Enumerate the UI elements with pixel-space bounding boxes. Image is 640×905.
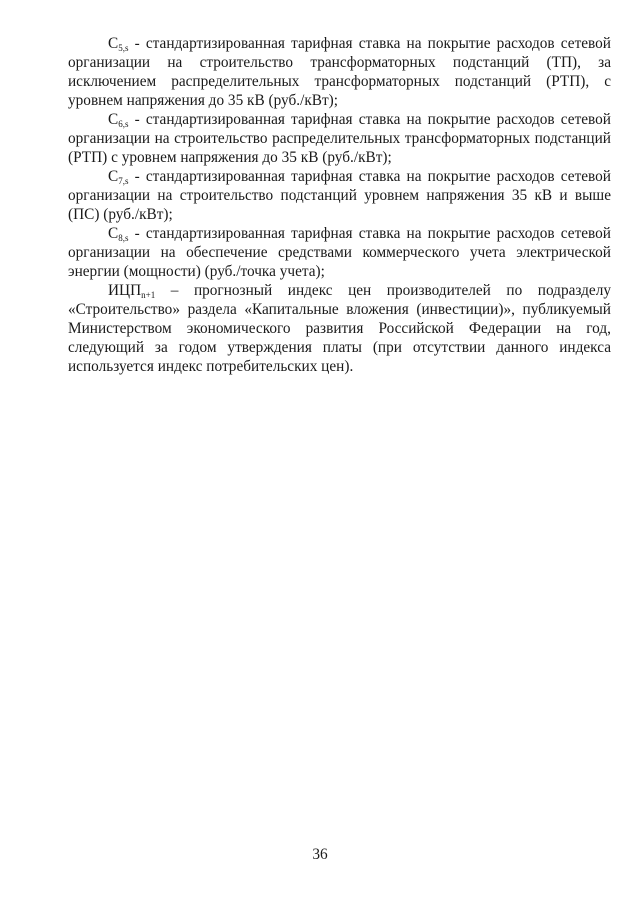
definition-c5-text: - стандартизированная тарифная ставка на покрытие расходов сетевой организации на строительство трансформаторных подстанций (ТП), за исключением распределительных трансформаторных подстанций (РТП), с уровнем напряжения до 35 кВ (руб./кВт); bbox=[68, 35, 611, 109]
page-number: 36 bbox=[312, 846, 328, 863]
definition-c7 bbox=[68, 167, 611, 224]
symbol-c7: $C_{7,s}$ bbox=[108, 168, 129, 186]
symbol-icp: $ИЦП_{n+1}$ bbox=[108, 282, 156, 300]
definition-icp-text: – прогнозный индекс цен производителей по подразделу «Строительство» раздела «Капитальные вложения (инвестиции)», публикуемый Министерством экономического развития Российской Федерации на год, следующий за годом утверждения платы (при отсутствии данного индекса используется индекс потребительских цен). bbox=[68, 282, 611, 375]
definition-c8 bbox=[68, 224, 611, 281]
definition-icp bbox=[68, 281, 611, 376]
symbol-c6: $C_{6,s}$ bbox=[108, 111, 129, 129]
definition-c6-text: - стандартизированная тарифная ставка на покрытие расходов сетевой организации на строительство распределительных трансформаторных подстанций (РТП) с уровнем напряжения до 35 кВ (руб./кВт); bbox=[68, 111, 611, 166]
definition-c6 bbox=[68, 110, 611, 167]
symbol-c5: $C_{5,s}$ bbox=[108, 35, 129, 53]
definition-c8-text: - стандартизированная тарифная ставка на покрытие расходов сетевой организации на обеспечение средствами коммерческого учета электрической энергии (мощности) (руб./точка учета); bbox=[68, 225, 611, 280]
definition-c7-text: - стандартизированная тарифная ставка на покрытие расходов сетевой организации на строительство подстанций уровнем напряжения 35 кВ и выше (ПС) (руб./кВт); bbox=[68, 168, 611, 223]
document-body bbox=[68, 34, 611, 376]
symbol-c8: $C_{8,s}$ bbox=[108, 225, 129, 243]
definition-c5 bbox=[68, 34, 611, 110]
